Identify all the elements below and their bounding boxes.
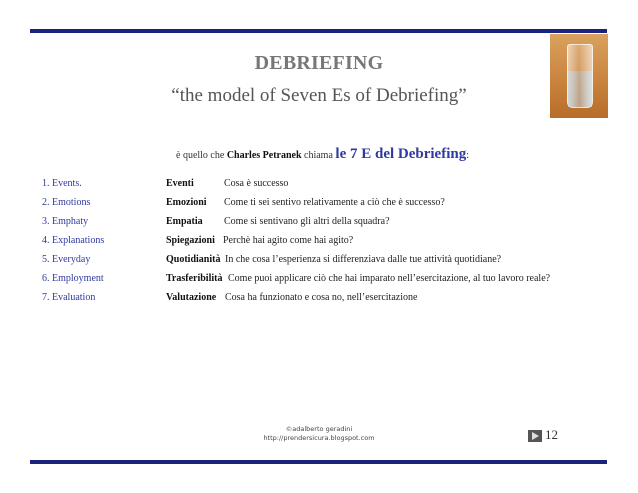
intro-prefix: è quello che xyxy=(176,150,227,161)
slide-title: DEBRIEFING xyxy=(254,52,384,74)
item-description: Cosa è successo xyxy=(224,178,289,189)
glass-icon xyxy=(567,44,593,108)
intro-middle: chiama xyxy=(301,150,336,161)
item-description: Perchè hai agito come hai agito? xyxy=(223,235,354,246)
intro-line xyxy=(176,146,469,163)
footer-credit xyxy=(0,425,638,443)
item-italian: Trasferibilità xyxy=(166,273,223,284)
item-italian: Empatia xyxy=(166,216,203,227)
water-level xyxy=(568,71,592,107)
intro-author-name: Charles Petranek xyxy=(226,150,302,161)
item-italian: Valutazione xyxy=(166,292,217,303)
item-english: 6. Employment xyxy=(42,273,104,284)
item-english: 3. Emphaty xyxy=(42,216,89,227)
intro-suffix: : xyxy=(466,150,470,161)
bottom-rule xyxy=(30,460,607,464)
item-italian: Quotidianità xyxy=(166,254,221,265)
item-english: 2. Emotions xyxy=(42,197,91,208)
item-italian: Spiegazioni xyxy=(166,235,215,246)
play-icon[interactable] xyxy=(528,430,542,442)
item-description: Come puoi applicare ciò che hai imparato nell’esercitazione, al tuo lavoro reale? xyxy=(228,273,551,284)
item-english: 4. Explanations xyxy=(42,235,105,246)
item-italian: Emozioni xyxy=(166,197,207,208)
slide-subtitle: “the model of Seven Es of Debriefing” xyxy=(171,85,467,106)
water-glass-photo xyxy=(550,34,608,118)
item-description: Cosa ha funzionato e cosa no, nell’esercitazione xyxy=(225,292,418,303)
item-description: Come ti sei sentivo relativamente a ciò che è successo? xyxy=(224,197,445,208)
intro-highlight: le 7 E del Debriefing xyxy=(335,146,467,162)
item-italian: Eventi xyxy=(166,178,194,189)
item-description: Come si sentivano gli altri della squadra? xyxy=(224,216,390,227)
footer-url[interactable]: http://prendersicura.blogspot.com xyxy=(263,434,375,442)
top-rule xyxy=(30,29,607,33)
item-english: 7. Evaluation xyxy=(42,292,96,303)
footer-author: ©adalberto geradini xyxy=(285,425,353,433)
item-english: 5. Everyday xyxy=(42,254,91,265)
page-number: 12 xyxy=(545,427,558,442)
item-english: 1. Events. xyxy=(42,178,82,189)
item-description: In che cosa l’esperienza si differenziava dalle tue attività quotidiane? xyxy=(225,254,502,265)
